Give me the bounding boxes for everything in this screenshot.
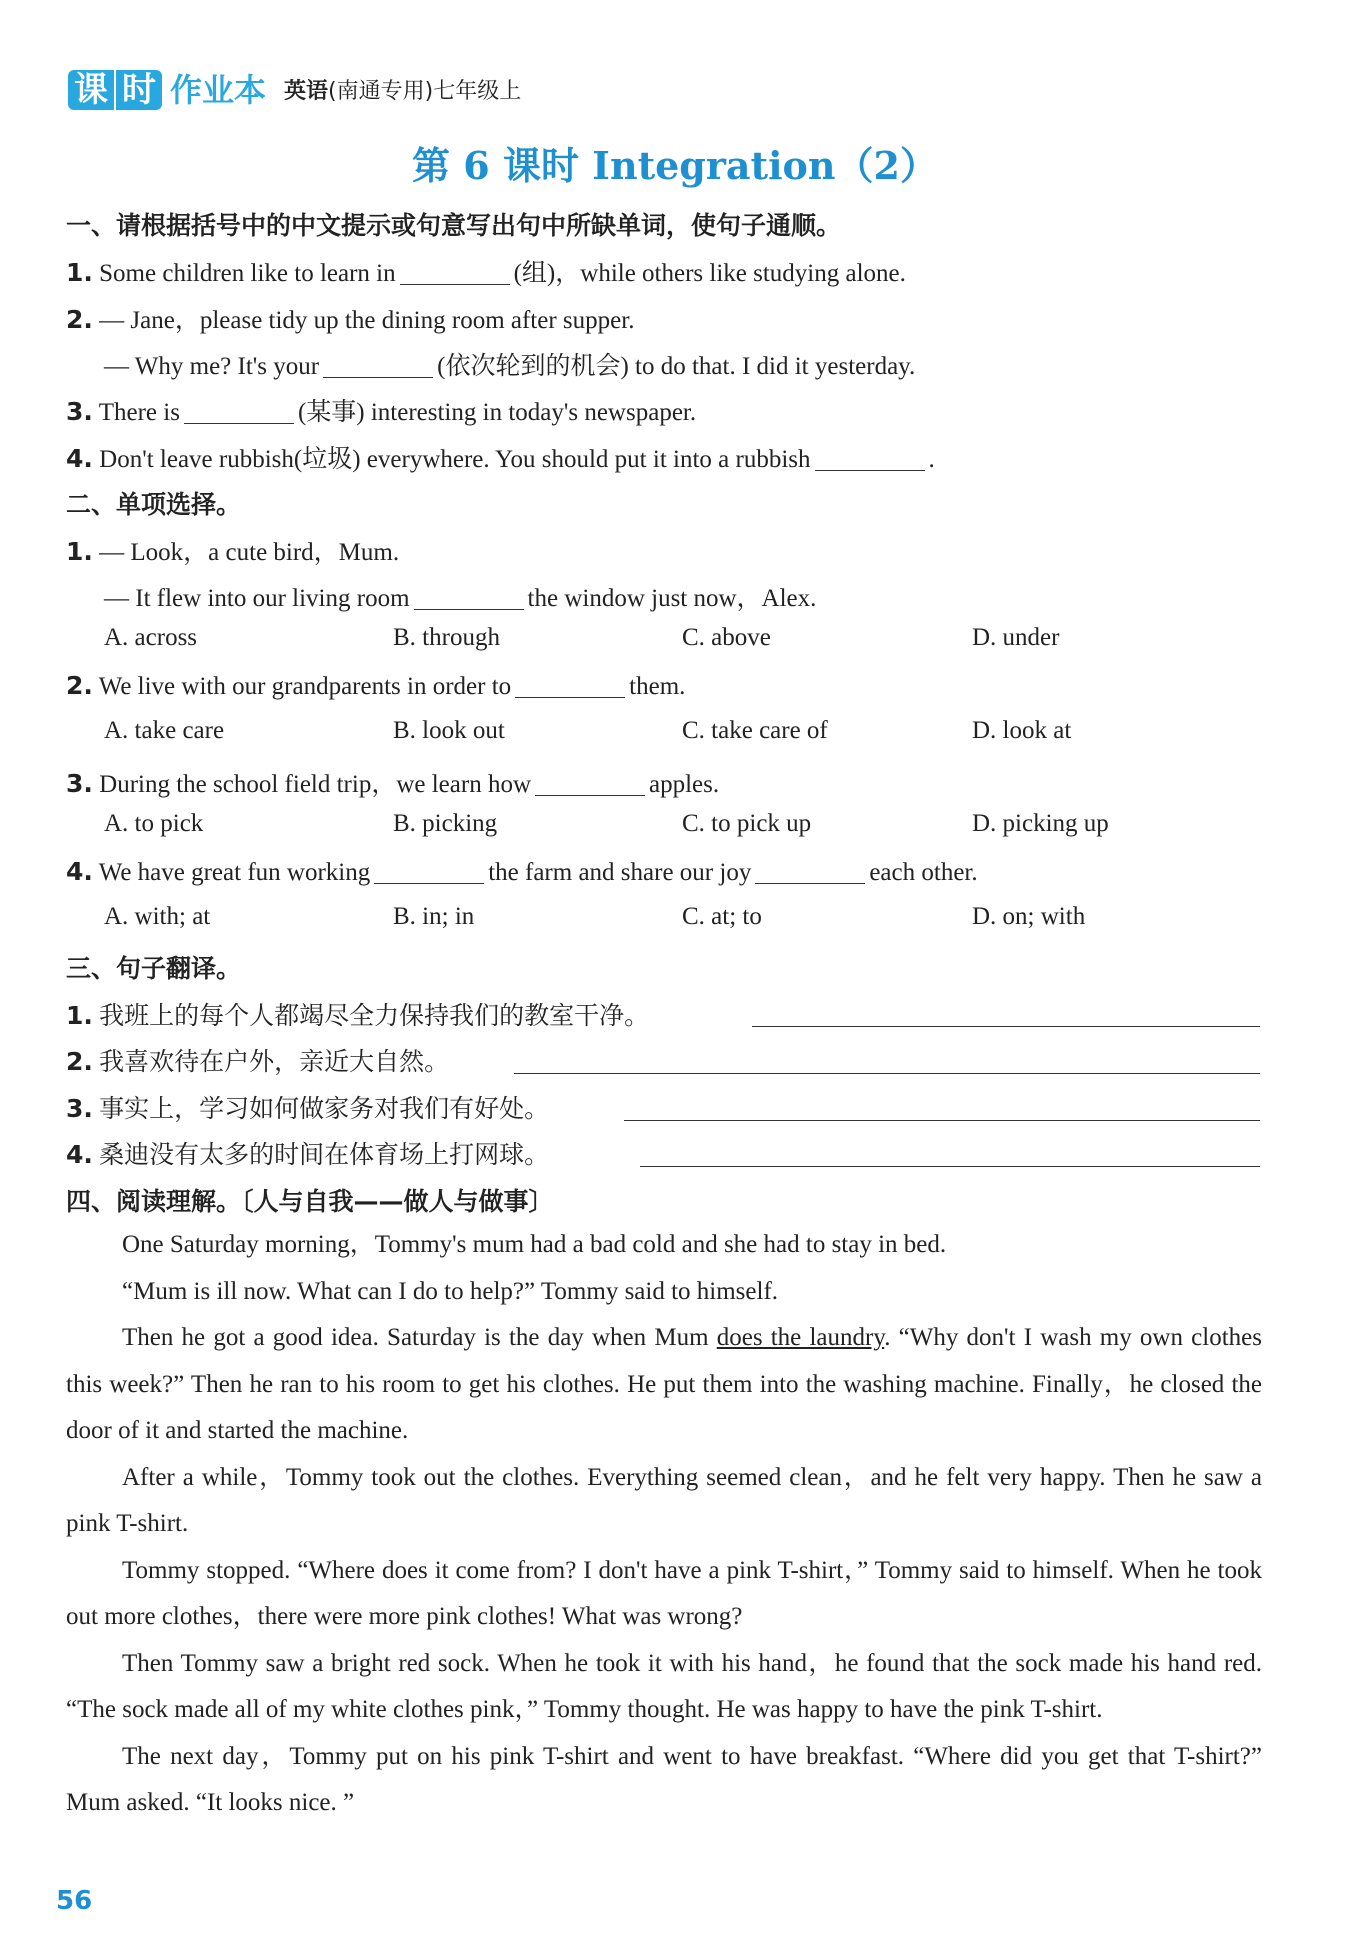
s2-q1-line1: 1. — Look，a cute bird，Mum. xyxy=(66,537,400,566)
s2-q3: 3. During the school field trip，we learn how apples. xyxy=(66,769,720,798)
option-c[interactable]: C. at; to xyxy=(682,903,762,930)
option-d[interactable]: D. on; with xyxy=(972,903,1086,930)
section3-heading: 三、句子翻译。 xyxy=(66,954,242,983)
translation-line[interactable] xyxy=(514,1073,1260,1074)
translation-line[interactable] xyxy=(640,1166,1260,1167)
logo-part1: 课 xyxy=(68,70,114,110)
answer-blank[interactable] xyxy=(755,861,865,884)
translation-line[interactable] xyxy=(624,1120,1260,1121)
option-a[interactable]: A. take care xyxy=(104,717,225,744)
option-b[interactable]: B. through xyxy=(393,624,500,651)
passage-paragraph: “Mum is ill now. What can I do to help?” Tommy said to himself. xyxy=(122,1277,779,1305)
page-number: 56 xyxy=(56,1886,93,1916)
s2-q4: 4. We have great fun working the farm and share our joy each other. xyxy=(66,857,978,886)
option-b[interactable]: B. picking xyxy=(393,810,498,837)
brand-logo xyxy=(68,70,266,110)
section1-heading: 一、请根据括号中的中文提示或句意写出句中所缺单词，使句子通顺。 xyxy=(66,211,842,240)
subject-bold: 英语 xyxy=(284,79,329,104)
passage-paragraph: One Saturday morning，Tommy's mum had a bad cold and she had to stay in bed. xyxy=(122,1231,947,1258)
section2-heading: 二、单项选择。 xyxy=(66,490,242,519)
passage-paragraph: Then Tommy saw a bright red sock. When he took it with his hand，he found that the sock made his hand red. “The sock made all of my white clothes pink，” Tommy thought. He was happy to have the pink T-shirt. xyxy=(66,1649,1262,1723)
translation-line[interactable] xyxy=(752,1026,1260,1027)
subject-rest: (南通专用)七年级上 xyxy=(328,79,522,104)
s3-item4: 4. 桑迪没有太多的时间在体育场上打网球。 xyxy=(66,1140,550,1169)
s3-item3: 3. 事实上，学习如何做家务对我们有好处。 xyxy=(66,1094,550,1123)
option-b[interactable]: B. in; in xyxy=(393,903,475,930)
option-a[interactable]: A. to pick xyxy=(104,810,204,837)
s1-q2-line1: 2. — Jane，please tidy up the dining room after supper. xyxy=(66,305,635,334)
passage-paragraph: After a while，Tommy took out the clothes. Everything seemed clean，and he felt very happy. Then he saw a pink T-shirt. xyxy=(66,1463,1262,1537)
logo-part2: 时 xyxy=(116,70,162,110)
option-a[interactable]: A. across xyxy=(104,624,198,651)
option-d[interactable]: D. look at xyxy=(972,717,1072,744)
option-c[interactable]: C. take care of xyxy=(682,717,828,744)
header xyxy=(68,70,521,110)
answer-blank[interactable] xyxy=(815,448,925,471)
logo-part3: 作业本 xyxy=(170,71,267,109)
answer-blank[interactable] xyxy=(184,401,294,424)
option-b[interactable]: B. look out xyxy=(393,717,505,744)
option-a[interactable]: A. with; at xyxy=(104,903,211,930)
s1-q2-line2: — Why me? It's your (依次轮到的机会) to do that. I did it yesterday. xyxy=(104,353,916,380)
s3-item2: 2. 我喜欢待在户外，亲近大自然。 xyxy=(66,1047,450,1076)
option-d[interactable]: D. under xyxy=(972,624,1060,651)
option-c[interactable]: C. to pick up xyxy=(682,810,812,837)
reading-passage xyxy=(66,1222,1262,1827)
page-title: 第 6 课时 Integration（2） xyxy=(412,143,938,188)
s2-q2: 2. We live with our grandparents in order to them. xyxy=(66,671,686,700)
s3-item1: 1. 我班上的每个人都竭尽全力保持我们的教室干净。 xyxy=(66,1001,650,1030)
section4-heading: 四、阅读理解。〔人与自我——做人与做事〕 xyxy=(66,1187,554,1216)
answer-blank[interactable] xyxy=(374,861,484,884)
passage-paragraph: Tommy stopped. “Where does it come from? I don't have a pink T-shirt，” Tommy said to himself. When he took out more clothes，there were more pink clothes! What was wrong? xyxy=(66,1556,1262,1630)
passage-paragraph: Then he got a good idea. Saturday is the day when Mum does the laundry. “Why don't I wash my own clothes this week?” Then he ran to his room to get his clothes. He put them into the washing machine. Finally，he closed the door of it and started the machine. xyxy=(66,1324,1262,1444)
answer-blank[interactable] xyxy=(400,262,510,285)
s2-q1-line2: — It flew into our living room the window just now，Alex. xyxy=(104,585,817,612)
s1-q1: 1. Some children like to learn in (组)，while others like studying alone. xyxy=(66,258,906,287)
subject-label xyxy=(284,74,521,110)
passage-paragraph: The next day，Tommy put on his pink T-shirt and went to have breakfast. “Where did you get that T-shirt?” Mum asked. “It looks nice. ” xyxy=(66,1742,1262,1816)
answer-blank[interactable] xyxy=(323,355,433,378)
option-c[interactable]: C. above xyxy=(682,624,771,651)
answer-blank[interactable] xyxy=(414,587,524,610)
option-d[interactable]: D. picking up xyxy=(972,810,1109,837)
underlined-phrase: does the laundry xyxy=(716,1324,885,1351)
answer-blank[interactable] xyxy=(515,675,625,698)
answer-blank[interactable] xyxy=(535,773,645,796)
s1-q4: 4. Don't leave rubbish(垃圾) everywhere. You should put it into a rubbish . xyxy=(66,444,935,473)
s1-q3: 3. There is (某事) interesting in today's newspaper. xyxy=(66,397,697,426)
